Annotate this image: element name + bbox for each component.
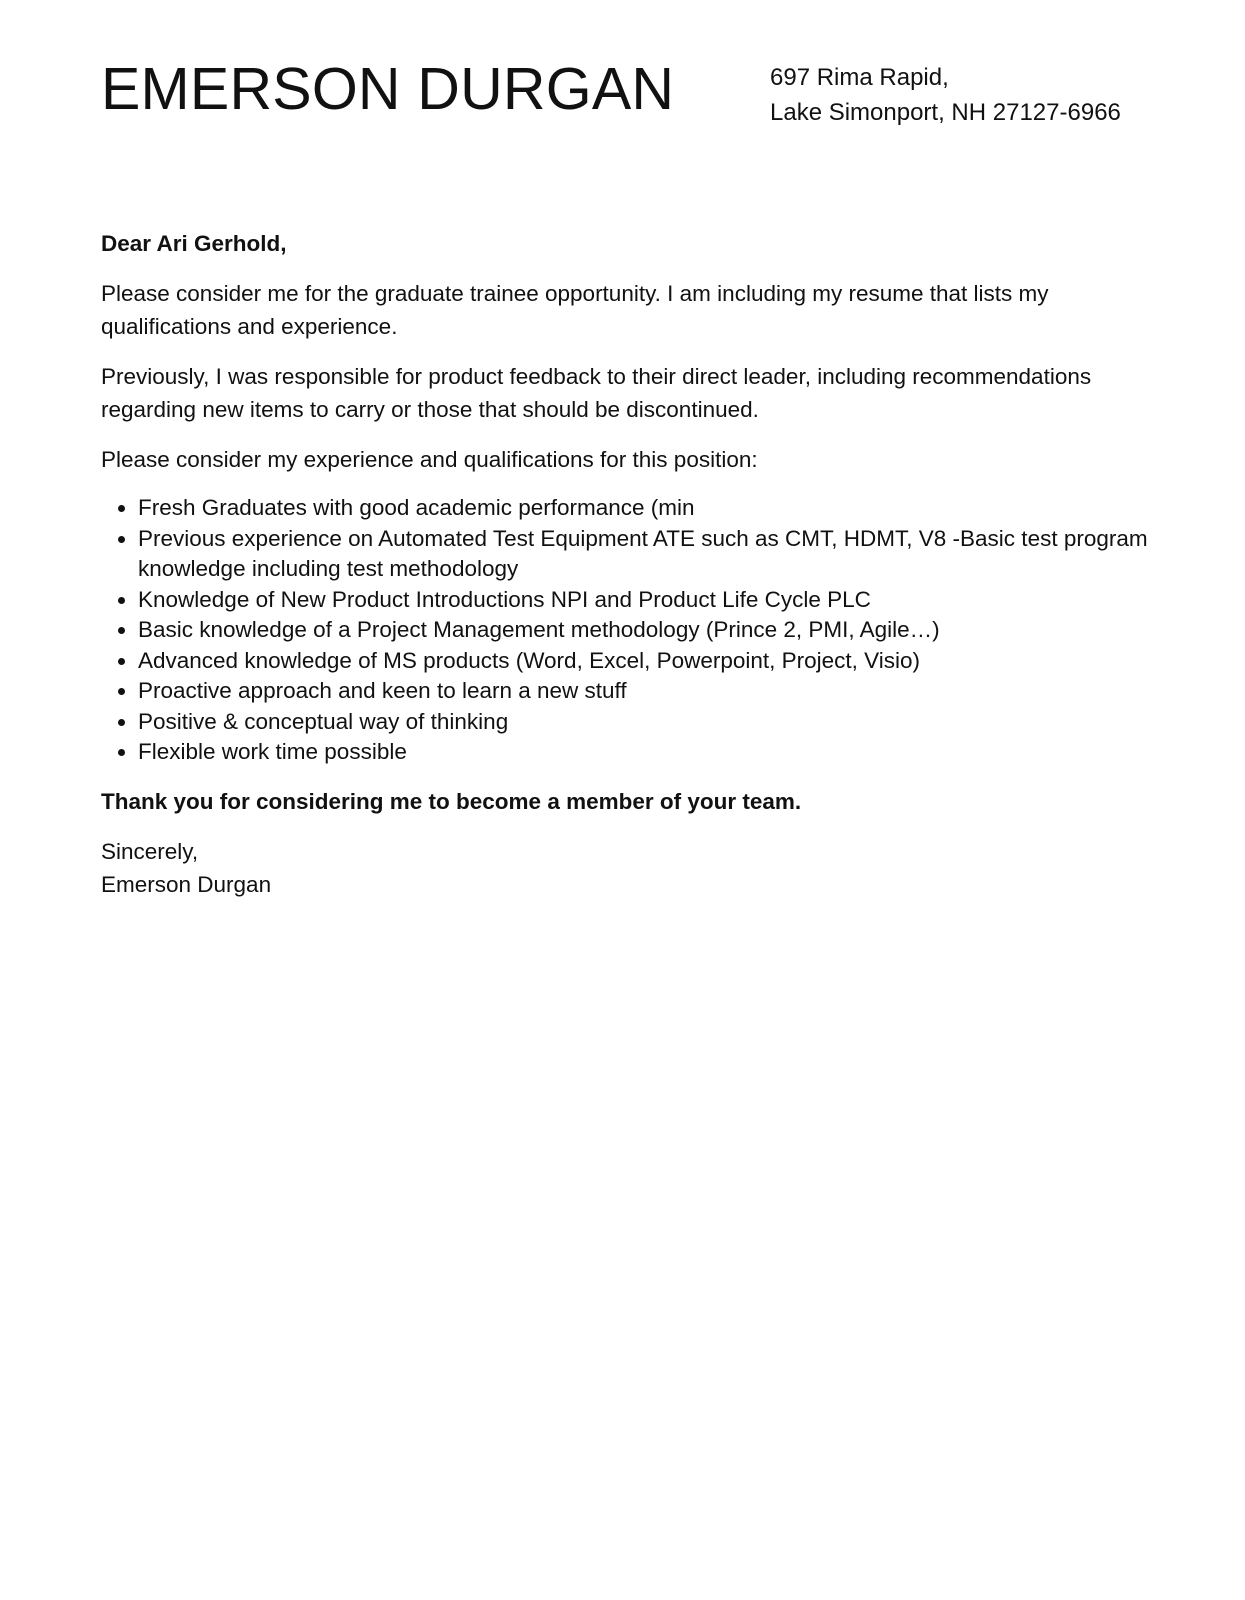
paragraph-qualifications-lead: Please consider my experience and qualifications for this position: — [101, 447, 758, 472]
list-item: • Knowledge of New Product Introductions NPI and Product Life Cycle PLC — [138, 585, 1151, 616]
closing-statement: Thank you for considering me to become a member of your team. — [101, 788, 802, 814]
paragraph-intro: Please consider me for the graduate trainee opportunity. I am including my resume that lists my qualifications and experience. — [101, 281, 1049, 339]
signature-name: Emerson Durgan — [101, 871, 272, 897]
address-line-2: Lake Simonport, NH 27127-6966 — [770, 99, 1121, 126]
paragraph-experience: Previously, I was responsible for product feedback to their direct leader, including recommendations regarding new items to carry or those that should be discontinued. — [101, 364, 1092, 422]
letter-body — [101, 227, 1151, 901]
list-item: • Advanced knowledge of MS products (Word, Excel, Powerpoint, Project, Visio) — [138, 646, 1151, 677]
signoff-block — [101, 835, 1151, 901]
list-item: • Positive & conceptual way of thinking — [138, 707, 1151, 738]
list-item: • Basic knowledge of a Project Management methodology (Prince 2, PMI, Agile…) — [138, 615, 1151, 646]
list-item: • Fresh Graduates with good academic performance (min — [138, 493, 1151, 524]
applicant-name: EMERSON DURGAN — [101, 56, 675, 122]
list-item: • Proactive approach and keen to learn a new stuff — [138, 676, 1151, 707]
salutation: Dear Ari Gerhold, — [101, 231, 287, 256]
signoff: Sincerely, — [101, 838, 199, 864]
qualifications-list — [101, 493, 1151, 768]
address-block — [770, 60, 1121, 130]
list-item: • Flexible work time possible — [138, 737, 1151, 768]
address-line-1: 697 Rima Rapid, — [770, 64, 949, 91]
list-item: • Previous experience on Automated Test Equipment ATE such as CMT, HDMT, V8 -Basic test program knowledge including test methodology — [138, 524, 1151, 585]
